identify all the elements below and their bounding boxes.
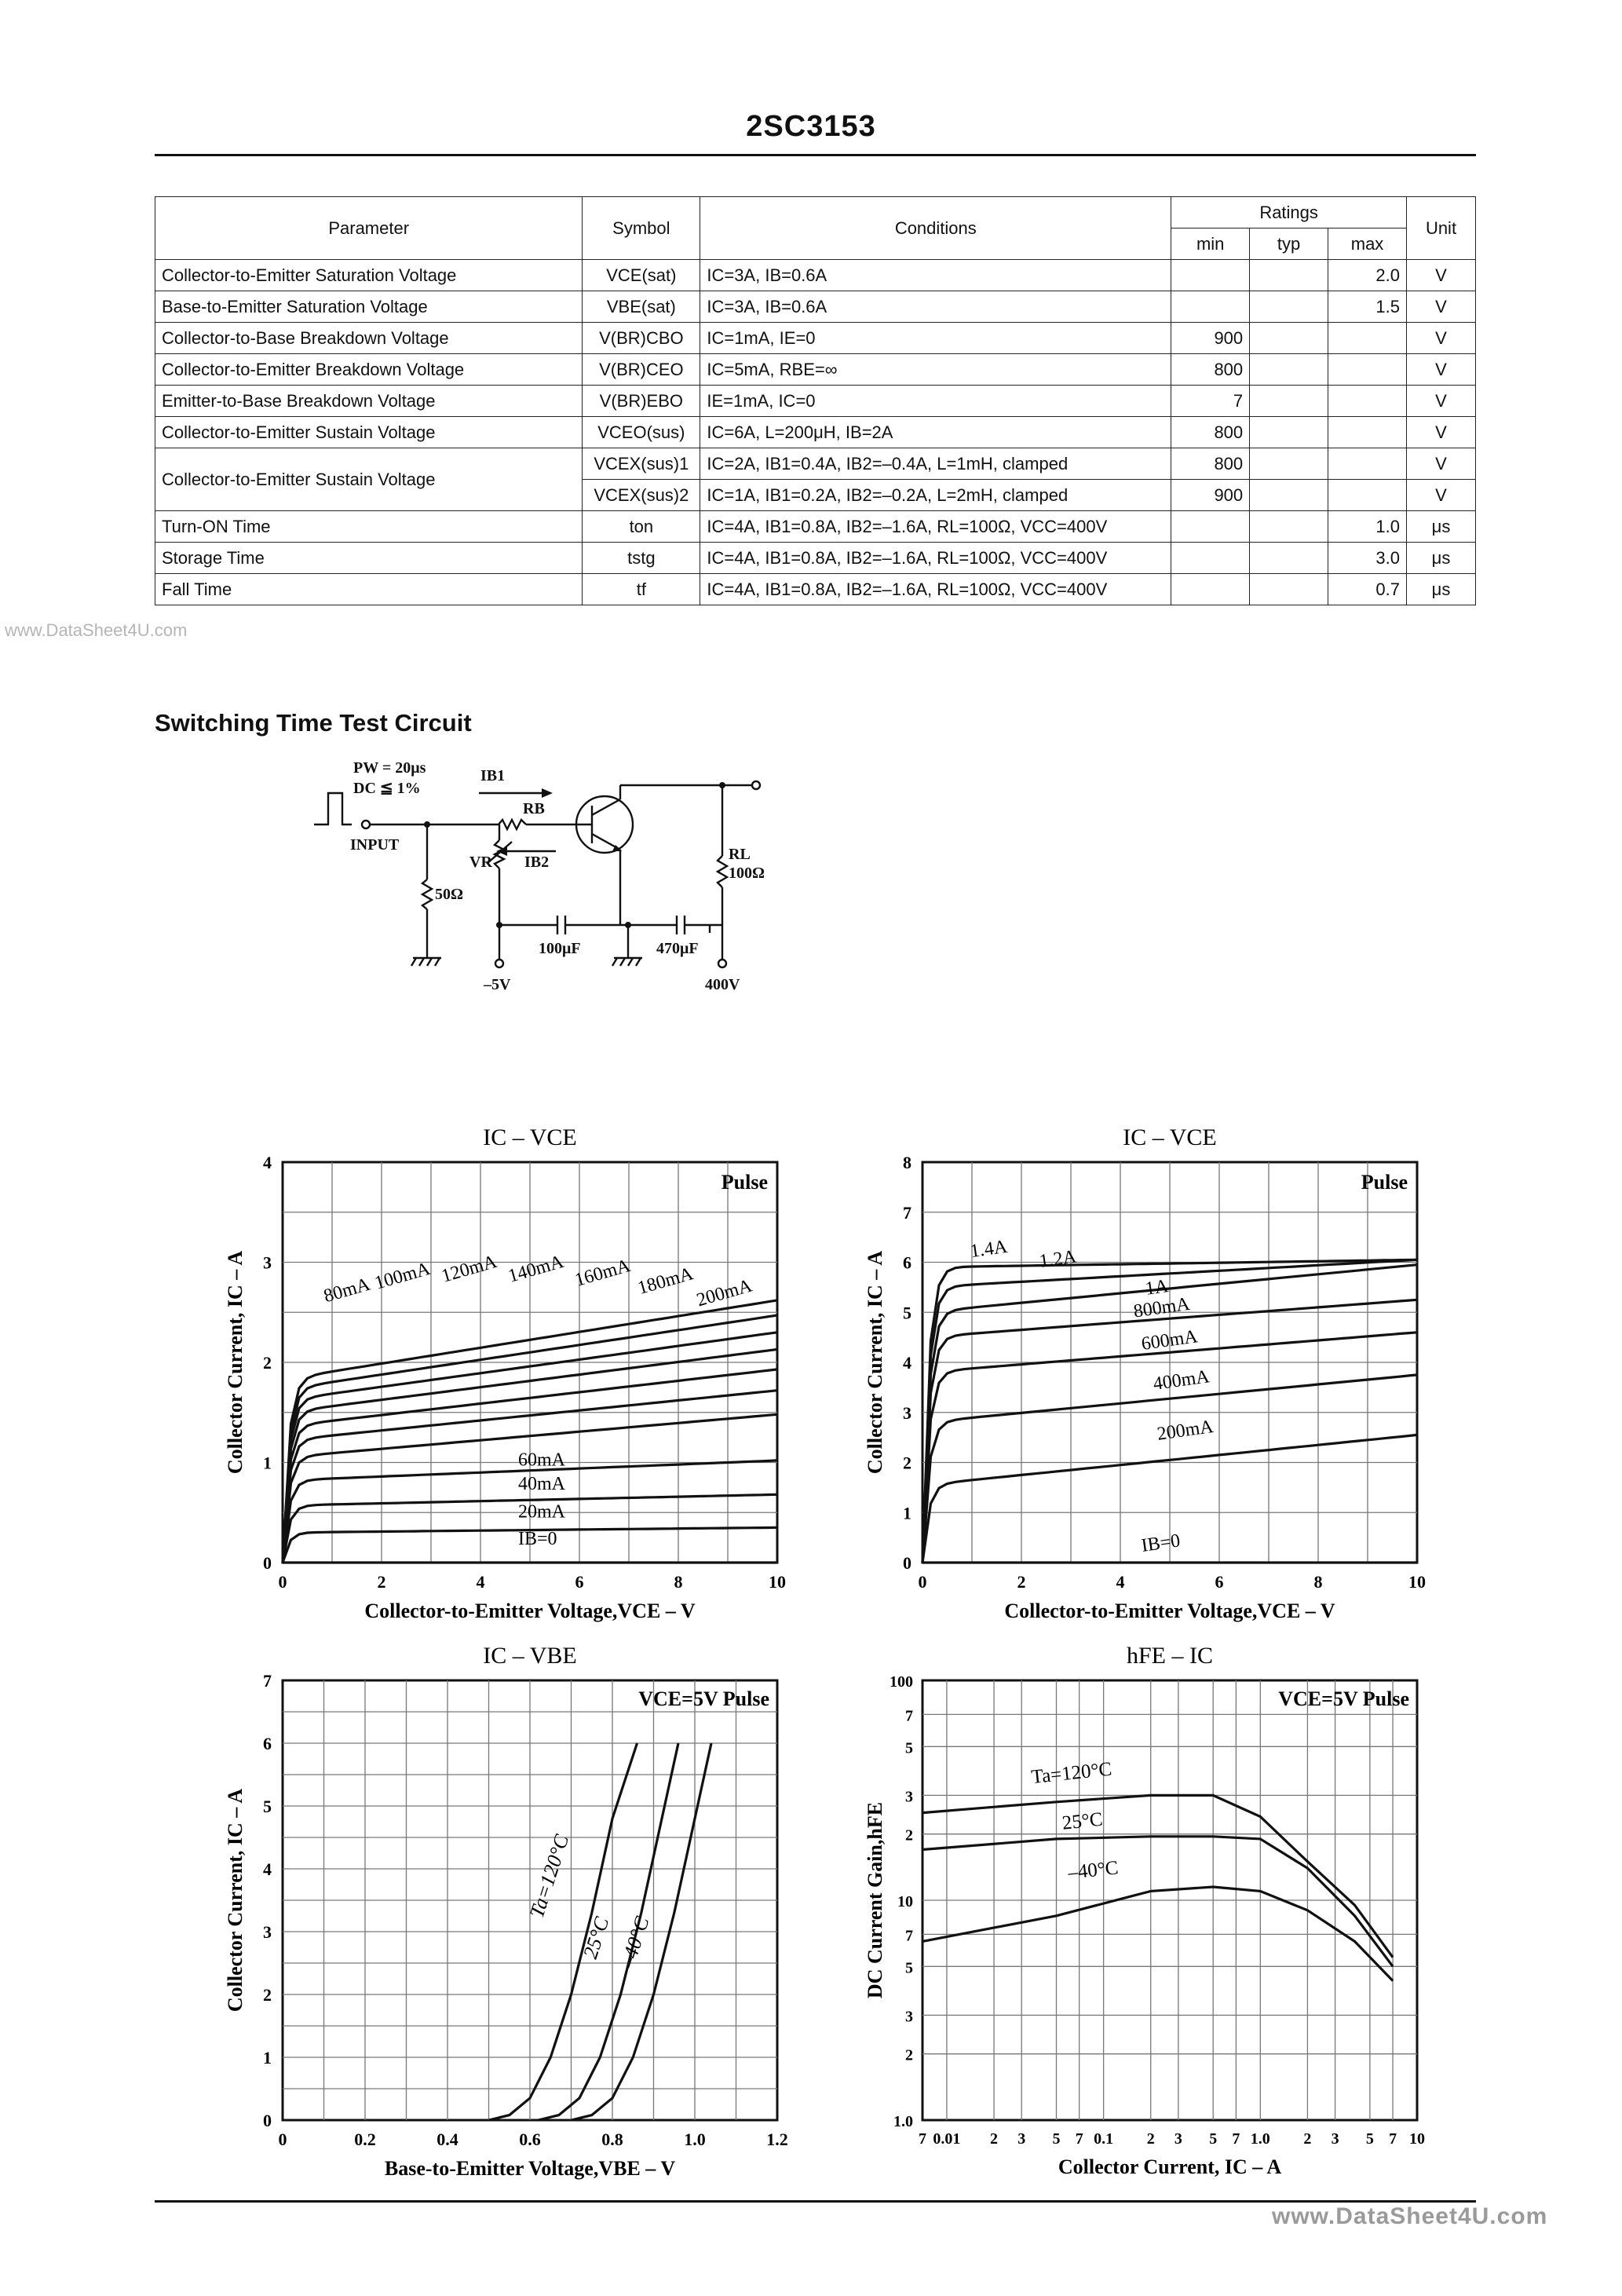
table-row [155,323,1476,354]
header-ratings: Ratings [1171,197,1407,229]
series-label: 600mA [1140,1326,1200,1355]
series-label: IB=0 [1140,1530,1182,1556]
x-tick-label: 0 [278,2130,287,2149]
series-label: 180mA [635,1263,696,1300]
pulse-symbol [314,793,352,824]
cell-min [1171,574,1250,605]
header-typ: typ [1250,229,1328,260]
cell-symbol: VBE(sat) [583,291,700,323]
y-tick-label: 5 [263,1797,272,1816]
cell-typ [1250,448,1328,480]
x-tick-label: 4 [1116,1572,1125,1592]
series-label: Ta=120°C [524,1831,574,1921]
table-row [155,574,1476,605]
x-axis-label: Base-to-Emitter Voltage,VBE – V [384,2157,676,2180]
y-tick-label: 3 [903,1402,911,1423]
watermark-left: www.DataSheet4U.com [5,620,188,640]
y-axis-label: Collector Current, IC – A [224,1250,247,1475]
header-conditions: Conditions [700,197,1171,260]
cell-max [1328,448,1407,480]
cell-typ [1250,386,1328,417]
y-tick-label: 4 [263,1153,272,1172]
header-parameter: Parameter [155,197,583,260]
cell-unit: V [1407,323,1476,354]
cell-symbol: ton [583,511,700,543]
chart-ic-vce-large [864,1115,1464,1649]
x-tick-label: 7 [919,2130,926,2148]
chart-hfe-ic [864,1643,1464,2195]
cell-symbol: V(BR)CEO [583,354,700,386]
series-label: 400mA [1152,1366,1211,1395]
cell-conditions: IC=3A, IB=0.6A [700,260,1171,291]
y-tick-label: 0 [263,2111,272,2130]
cell-min: 800 [1171,448,1250,480]
cell-conditions: IC=4A, IB1=0.8A, IB2=–1.6A, RL=100Ω, VCC=400V [700,543,1171,574]
cell-symbol: tf [583,574,700,605]
table-row [155,511,1476,543]
cell-typ [1250,291,1328,323]
label-pw: PW = 20μs [353,759,426,777]
y-tick-label: 1.0 [893,2113,913,2130]
cell-unit: V [1407,480,1476,511]
cell-max [1328,386,1407,417]
cell-unit: V [1407,386,1476,417]
x-tick-label: 2 [1017,1572,1026,1592]
cell-conditions: IE=1mA, IC=0 [700,386,1171,417]
x-tick-label: 6 [575,1572,584,1592]
cell-parameter: Collector-to-Base Breakdown Voltage [155,323,583,354]
cell-max [1328,417,1407,448]
series-label: 100mA [372,1258,433,1294]
y-tick-label: 7 [263,1671,272,1691]
cell-unit: μs [1407,574,1476,605]
table-row [155,354,1476,386]
y-tick-label: 10 [897,1893,913,1910]
chart-ic-vbe [224,1643,824,2195]
x-tick-label: 5 [1209,2130,1218,2148]
y-axis-label: Collector Current, IC – A [864,1250,886,1475]
x-tick-label: 5 [1365,2130,1374,2148]
series-label: 60mA [518,1450,565,1471]
cell-typ [1250,511,1328,543]
chart-note: Pulse [1361,1171,1408,1194]
series-label: 140mA [506,1251,566,1287]
cell-parameter: Base-to-Emitter Saturation Voltage [155,291,583,323]
x-axis-label: Collector-to-Emitter Voltage,VCE – V [1004,1600,1335,1622]
cell-parameter: Turn-ON Time [155,511,583,543]
cell-typ [1250,354,1328,386]
cell-parameter: Collector-to-Emitter Breakdown Voltage [155,354,583,386]
label-input: INPUT [350,836,400,854]
cell-typ [1250,260,1328,291]
series-label: 200mA [1156,1416,1215,1445]
x-tick-label: 2 [1146,2130,1155,2148]
series-label: 200mA [694,1275,754,1311]
cell-symbol: VCE(sat) [583,260,700,291]
y-tick-label: 3 [905,2008,913,2026]
y-tick-label: 7 [905,1707,913,1725]
cell-symbol: VCEX(sus)2 [583,480,700,511]
cell-max [1328,354,1407,386]
cell-parameter: Collector-to-Emitter Saturation Voltage [155,260,583,291]
x-tick-label: 5 [1052,2130,1061,2148]
chart-title: hFE – IC [1126,1643,1214,1669]
cell-unit: V [1407,417,1476,448]
y-tick-label: 2 [903,1453,911,1473]
series-label: 80mA [321,1274,373,1307]
label-50-ohm: 50Ω [435,886,464,903]
series-label: 800mA [1132,1293,1192,1322]
label-100-ohm: 100Ω [729,865,765,882]
y-tick-label: 2 [905,2046,913,2064]
table-row [155,448,1476,480]
y-tick-label: 2 [905,1826,913,1844]
series-label: 160mA [572,1256,633,1291]
cell-min: 900 [1171,323,1250,354]
series-label: 25°C [579,1914,614,1961]
x-tick-label: 10 [769,1572,786,1592]
series-label: IB=0 [518,1529,557,1550]
cell-unit: μs [1407,511,1476,543]
cell-typ [1250,543,1328,574]
chart-title: IC – VCE [1123,1124,1217,1150]
y-tick-label: 3 [263,1252,272,1273]
x-tick-label: 0.01 [933,2130,961,2148]
series-label: –40°C [1067,1857,1120,1884]
x-tick-label: 1.0 [684,2130,706,2149]
label-400v: 400V [705,976,740,993]
label-rb: RB [523,800,545,817]
cell-conditions: IC=6A, L=200μH, IB=2A [700,417,1171,448]
y-axis-label: DC Current Gain,hFE [864,1801,886,1999]
cell-parameter: Emitter-to-Base Breakdown Voltage [155,386,583,417]
y-tick-label: 1 [903,1503,911,1523]
cell-symbol: VCEX(sus)1 [583,448,700,480]
cell-max: 3.0 [1328,543,1407,574]
label-dc: DC ≦ 1% [353,780,421,797]
electrical-characteristics-table [155,196,1476,605]
cell-parameter: Storage Time [155,543,583,574]
chart-ic-vce-small [224,1115,824,1649]
series-line [922,1837,1393,1967]
cell-conditions: IC=1mA, IE=0 [700,323,1171,354]
label-470uf: 470μF [656,940,699,957]
header-min: min [1171,229,1250,260]
chart-note: VCE=5V Pulse [638,1687,769,1710]
cell-min: 800 [1171,417,1250,448]
cell-max: 1.5 [1328,291,1407,323]
cell-unit: V [1407,291,1476,323]
x-tick-label: 1.2 [766,2130,788,2149]
x-tick-label: 6 [1215,1572,1224,1592]
cell-min: 7 [1171,386,1250,417]
label-ib1: IB1 [480,767,506,784]
x-tick-label: 0.8 [601,2130,623,2149]
y-tick-label: 7 [905,1927,913,1945]
cell-unit: V [1407,354,1476,386]
series-label: 1.2A [1038,1246,1078,1272]
y-tick-label: 3 [905,1788,913,1806]
x-tick-label: 3 [1331,2130,1339,2148]
table-row [155,386,1476,417]
bottom-rule [155,2200,1476,2203]
table-row [155,417,1476,448]
y-tick-label: 4 [903,1353,911,1373]
part-number-title: 2SC3153 [746,110,876,143]
table-row [155,291,1476,323]
header-symbol: Symbol [583,197,700,260]
chart-note: VCE=5V Pulse [1278,1687,1409,1710]
watermark-right: www.DataSheet4U.com [1272,2203,1548,2229]
x-tick-label: 8 [674,1572,683,1592]
y-tick-label: 6 [903,1252,911,1273]
x-tick-label: 2 [377,1572,386,1592]
cell-min [1171,291,1250,323]
cell-min: 900 [1171,480,1250,511]
x-axis-label: Collector Current, IC – A [1058,2155,1282,2178]
y-tick-label: 2 [263,1353,272,1373]
cell-parameter: Collector-to-Emitter Sustain Voltage [155,448,583,511]
x-tick-label: 4 [476,1572,485,1592]
cell-conditions: IC=4A, IB1=0.8A, IB2=–1.6A, RL=100Ω, VCC=400V [700,574,1171,605]
x-tick-label: 7 [1232,2130,1240,2148]
y-tick-label: 4 [263,1859,272,1879]
table-row [155,260,1476,291]
series-label: 25°C [1061,1808,1104,1834]
series-label: 1A [1144,1276,1170,1300]
y-axis-label: Collector Current, IC – A [224,1788,247,2013]
cell-conditions: IC=5mA, RBE=∞ [700,354,1171,386]
x-tick-label: 2 [1303,2130,1312,2148]
x-tick-label: 1.0 [1250,2130,1270,2148]
cell-conditions: IC=1A, IB1=0.2A, IB2=–0.2A, L=2mH, clamped [700,480,1171,511]
cell-typ [1250,574,1328,605]
x-tick-label: 0 [918,1572,927,1592]
cell-symbol: V(BR)EBO [583,386,700,417]
cell-conditions: IC=3A, IB=0.6A [700,291,1171,323]
cell-typ [1250,417,1328,448]
cell-symbol: V(BR)CBO [583,323,700,354]
cell-symbol: VCEO(sus) [583,417,700,448]
cell-typ [1250,323,1328,354]
cell-typ [1250,480,1328,511]
x-tick-label: 0.1 [1094,2130,1114,2148]
x-tick-label: 0.4 [437,2130,458,2149]
cell-min [1171,260,1250,291]
cell-min: 800 [1171,354,1250,386]
chart-title: IC – VBE [483,1643,577,1669]
label-ib2: IB2 [524,854,550,871]
cell-unit: μs [1407,543,1476,574]
series-label: 20mA [518,1501,565,1523]
y-tick-label: 8 [903,1153,911,1172]
y-tick-label: 5 [905,1739,913,1757]
x-tick-label: 8 [1313,1572,1323,1592]
cell-min [1171,511,1250,543]
y-tick-label: 1 [263,2048,272,2067]
x-tick-label: 10 [1409,2130,1425,2148]
chart-note: Pulse [721,1171,768,1194]
y-tick-label: 0 [263,1553,272,1573]
series-label: Ta=120°C [1030,1758,1113,1789]
circuit-heading: Switching Time Test Circuit [155,709,472,737]
y-tick-label: 7 [903,1202,911,1223]
y-tick-label: 5 [905,1959,913,1977]
cell-parameter: Collector-to-Emitter Sustain Voltage [155,417,583,448]
x-tick-label: 7 [1075,2130,1083,2148]
cell-min [1171,543,1250,574]
y-tick-label: 100 [890,1673,913,1691]
y-tick-label: 0 [903,1553,911,1573]
label-vr: VR [469,854,492,871]
cell-conditions: IC=4A, IB1=0.8A, IB2=–1.6A, RL=100Ω, VCC=400V [700,511,1171,543]
series-label: 120mA [439,1251,499,1287]
cell-unit: V [1407,260,1476,291]
cell-max: 0.7 [1328,574,1407,605]
x-tick-label: 10 [1408,1572,1426,1592]
header-max: max [1328,229,1407,260]
x-tick-label: 7 [1389,2130,1397,2148]
x-tick-label: 0.6 [519,2130,541,2149]
switching-test-circuit [306,754,793,1005]
label-100uf: 100μF [539,940,581,957]
x-tick-label: 3 [1174,2130,1182,2148]
y-tick-label: 5 [903,1303,911,1323]
x-tick-label: 0 [278,1572,287,1592]
cell-symbol: tstg [583,543,700,574]
x-tick-label: 0.2 [354,2130,376,2149]
cell-max [1328,323,1407,354]
series-label: 40mA [518,1473,565,1494]
cell-max: 1.0 [1328,511,1407,543]
x-tick-label: 3 [1017,2130,1026,2148]
cell-parameter: Fall Time [155,574,583,605]
series-label: 1.4A [969,1236,1009,1263]
series-label: –40°C [616,1914,654,1971]
cell-max [1328,480,1407,511]
y-tick-label: 1 [263,1453,272,1473]
series-line [922,1795,1393,1957]
cell-max: 2.0 [1328,260,1407,291]
cell-unit: V [1407,448,1476,480]
table-body [155,260,1476,605]
chart-title: IC – VCE [483,1124,577,1150]
y-tick-label: 3 [263,1922,272,1942]
label-minus-5v: –5V [484,976,511,993]
label-rl: RL [729,846,751,863]
x-tick-label: 2 [990,2130,999,2148]
x-axis-label: Collector-to-Emitter Voltage,VCE – V [364,1600,696,1622]
top-rule [155,154,1476,156]
y-tick-label: 6 [263,1734,272,1753]
cell-conditions: IC=2A, IB1=0.4A, IB2=–0.4A, L=1mH, clamped [700,448,1171,480]
y-tick-label: 2 [263,1985,272,2005]
header-unit: Unit [1407,197,1476,260]
table-row [155,543,1476,574]
